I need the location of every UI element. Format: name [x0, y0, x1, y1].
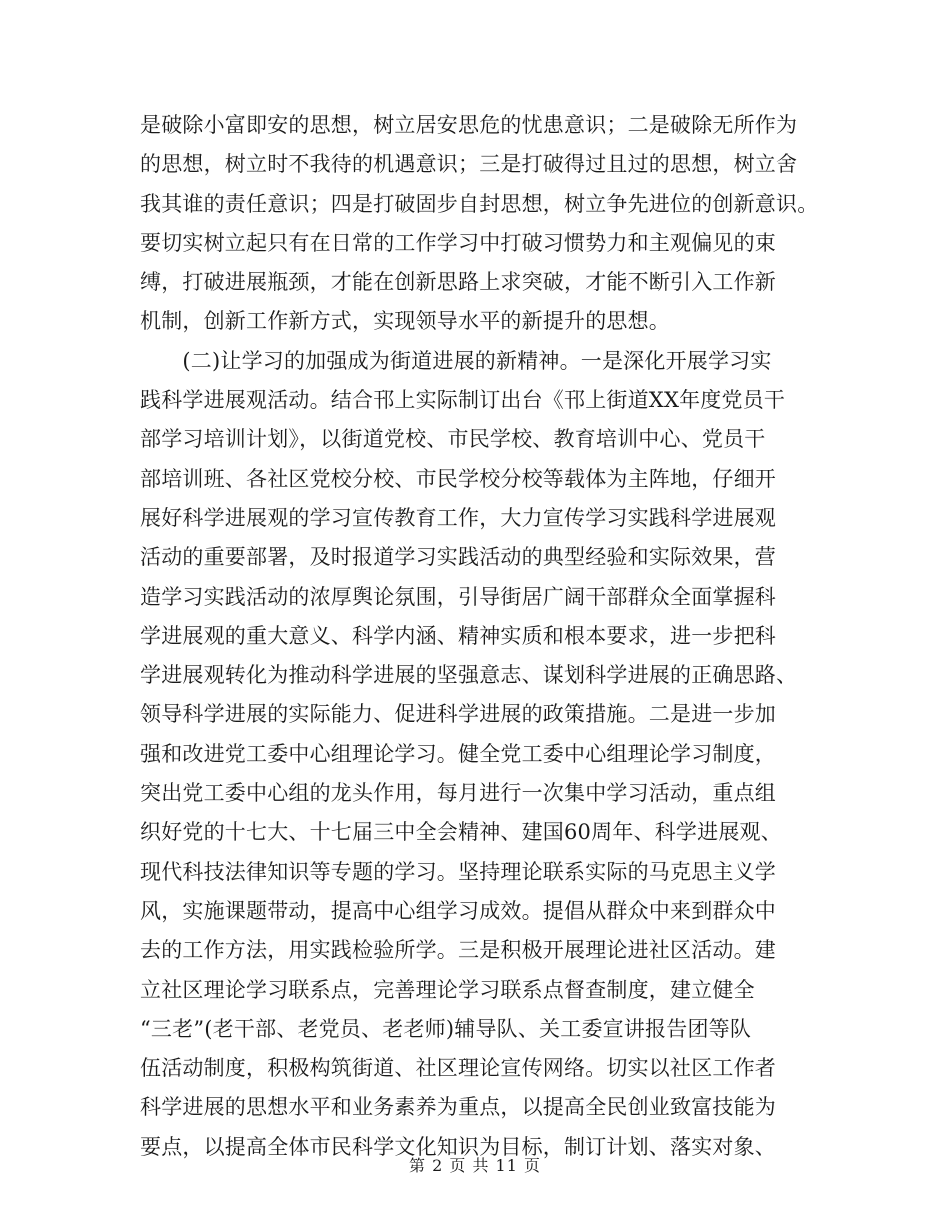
text-line: 立社区理论学习联系点，完善理论学习联系点督查制度，建立健全 [140, 977, 755, 1002]
text-line: 的思想，树立时不我待的机遇意识；三是打破得过且过的思想，树立舍 [140, 152, 798, 177]
text-line: 我其谁的责任意识；四是打破固步自封思想，树立争先进位的创新意识。 [140, 191, 819, 216]
text-line: 现代科技法律知识等专题的学习。坚持理论联系实际的马克思主义学 [140, 859, 776, 884]
text-line: 缚，打破进展瓶颈，才能在创新思路上求突破，才能不断引入工作新 [140, 270, 776, 295]
text-line: 践科学进展观活动。结合邗上实际制订出台《邗上街道XX年度党员干 [140, 388, 786, 413]
text-line: 是破除小富即安的思想，树立居安思危的忧患意识；二是破除无所作为 [140, 113, 798, 137]
text-line: “三老”(老干部、老党员、老老师)辅导队、关工委宣讲报告团等队 [140, 1016, 752, 1041]
text-line: 学进展观转化为推动科学进展的坚强意志、谋划科学进展的正确思路、 [140, 663, 798, 688]
text-line: 学进展观的重大意义、科学内涵、精神实质和根本要求，进一步把科 [140, 623, 776, 648]
text-line: 展好科学进展观的学习宣传教育工作，大力宣传学习实践科学进展观 [140, 505, 776, 530]
body-text [140, 106, 830, 1167]
page-footer: 第 2 页 共 11 页 [409, 1156, 541, 1175]
text-line: 织好党的十七大、十七届三中全会精神、建国60周年、科学进展观、 [140, 820, 782, 845]
text-line: 领导科学进展的实际能力、促进科学进展的政策措施。二是进一步加 [140, 702, 776, 727]
text-line: 突出党工委中心组的龙头作用，每月进行一次集中学习活动，重点组 [140, 781, 776, 806]
text-line: (二)让学习的加强成为街道进展的新精神。一是深化开展学习实 [140, 348, 772, 373]
text-line: 风，实施课题带动，提高中心组学习成效。提倡从群众中来到群众中 [140, 898, 776, 923]
text-line: 部培训班、各社区党校分校、市民学校分校等载体为主阵地，仔细开 [140, 466, 776, 491]
text-line: 机制，创新工作新方式，实现领导水平的新提升的思想。 [140, 309, 670, 334]
text-line: 去的工作方法，用实践检验所学。三是积极开展理论进社区活动。建 [140, 938, 776, 963]
text-line: 部学习培训计划》，以街道党校、市民学校、教育培训中心、党员干 [140, 427, 766, 452]
text-line: 要切实树立起只有在日常的工作学习中打破习惯势力和主观偏见的束 [140, 230, 776, 255]
text-line: 强和改进党工委中心组理论学习。健全党工委中心组理论学习制度， [140, 741, 776, 766]
text-line: 科学进展的思想水平和业务素养为重点，以提高全民创业致富技能为 [140, 1095, 776, 1120]
text-line: 活动的重要部署，及时报道学习实践活动的典型经验和实际效果，营 [140, 545, 776, 570]
text-line: 要点，以提高全体市民科学文化知识为目标，制订计划、落实对象、 [140, 1134, 776, 1159]
text-line: 伍活动制度，积极构筑街道、社区理论宣传网络。切实以社区工作者 [140, 1056, 776, 1081]
text-line: 造学习实践活动的浓厚舆论氛围，引导街居广阔干部群众全面掌握科 [140, 584, 776, 609]
